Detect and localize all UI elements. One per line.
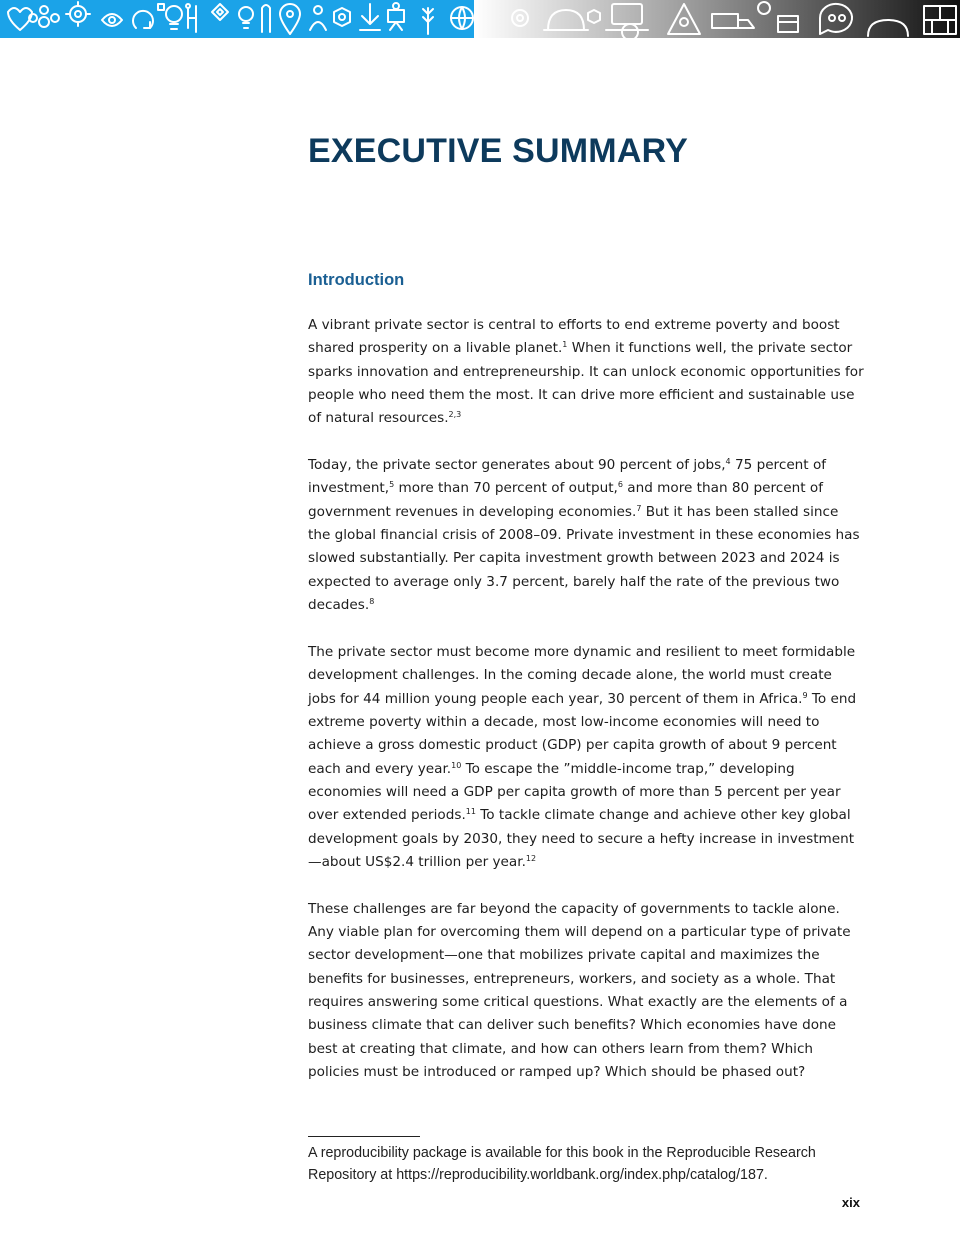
paragraph-text: The private sector must become more dynamic and resilient to meet formidable development challenges. In the coming decade alone, the world must create jobs for 44 million young people each year, 30 percent of them in Africa. xyxy=(308,643,856,707)
paragraph-text: But it has been stalled since the global financial crisis of 2008–09. Private investment in these economies has slowed substantially. Per capita investment growth between 2023 and 2024 is expected to average only 3.7 percent, barely half the rate of the previous two decades. xyxy=(308,503,860,614)
footnote-marker: 1 xyxy=(562,340,568,350)
section-heading: Introduction xyxy=(308,271,405,289)
footnote-marker: 5 xyxy=(389,480,395,490)
paragraph-text: and more than 80 percent of government revenues in developing economies. xyxy=(308,480,824,520)
footnote-marker: 7 xyxy=(636,503,642,513)
footnote-marker: 8 xyxy=(369,597,375,607)
page-number: xix xyxy=(841,1195,860,1210)
paragraph-text: Today, the private sector generates about 90 percent of jobs, xyxy=(308,457,726,474)
decorative-icon-banner xyxy=(0,0,960,38)
footnote-marker: 11 xyxy=(465,807,476,817)
paragraph-text: To end extreme poverty within a decade, most low-income economies will need to achieve a gross domestic product (GDP) per capita growth of about 9 percent each and every year. xyxy=(308,690,857,777)
footnote-marker: 6 xyxy=(617,480,623,490)
page-title: EXECUTIVE SUMMARY xyxy=(308,132,688,170)
paragraph-text: To escape the ”middle-income trap,” developing economies will need a GDP per capita growth of more than 5 percent per year over extended periods. xyxy=(308,760,841,824)
paragraph xyxy=(308,454,864,617)
body-text xyxy=(308,314,864,1108)
footnote-marker: 10 xyxy=(451,760,462,770)
paragraph-text: When it functions well, the private sector sparks innovation and entrepreneurship. It can unlock economic opportunities for people who need them the most. It can drive more efficient and sustainable use of natural resources. xyxy=(308,340,864,427)
paragraph-text: To tackle climate change and achieve other key global development goals by 2030, they need to secure a hefty increase in investment—about US$2.4 trillion per year. xyxy=(308,807,855,870)
footnote-marker: 12 xyxy=(525,853,537,863)
paragraph-text: These challenges are far beyond the capacity of governments to tackle alone. Any viable plan for overcoming them will depend on a particular type of private sector development—one that mobilizes private capital and maximizes the benefits for businesses, entrepreneurs, workers, and society as a whole. That requires answering some critical questions. What exactly are the elements of a business climate that can deliver such benefits? Which economies have done best at creating that climate, and how can others learn from them? Which policies must be introduced or ramped up? Which should be phased out? xyxy=(308,900,851,1080)
footnote-marker: 9 xyxy=(802,690,808,700)
footnote-marker: 2,3 xyxy=(448,410,462,420)
paragraph xyxy=(308,898,864,1085)
paragraph xyxy=(308,641,864,874)
paragraph-text: more than 70 percent of output, xyxy=(394,480,618,497)
footnote-divider xyxy=(308,1136,420,1137)
paragraph xyxy=(308,314,864,431)
footnote-marker: 4 xyxy=(725,457,731,467)
footnote: A reproducibility package is available for this book in the Reproducible Research Repository at https://reproducibility.worldbank.org/index.php/catalog/187. xyxy=(308,1145,816,1183)
paragraph-text: 75 percent of investment, xyxy=(308,457,827,497)
paragraph-text: A vibrant private sector is central to efforts to end extreme poverty and boost shared prosperity on a livable planet. xyxy=(308,317,840,357)
